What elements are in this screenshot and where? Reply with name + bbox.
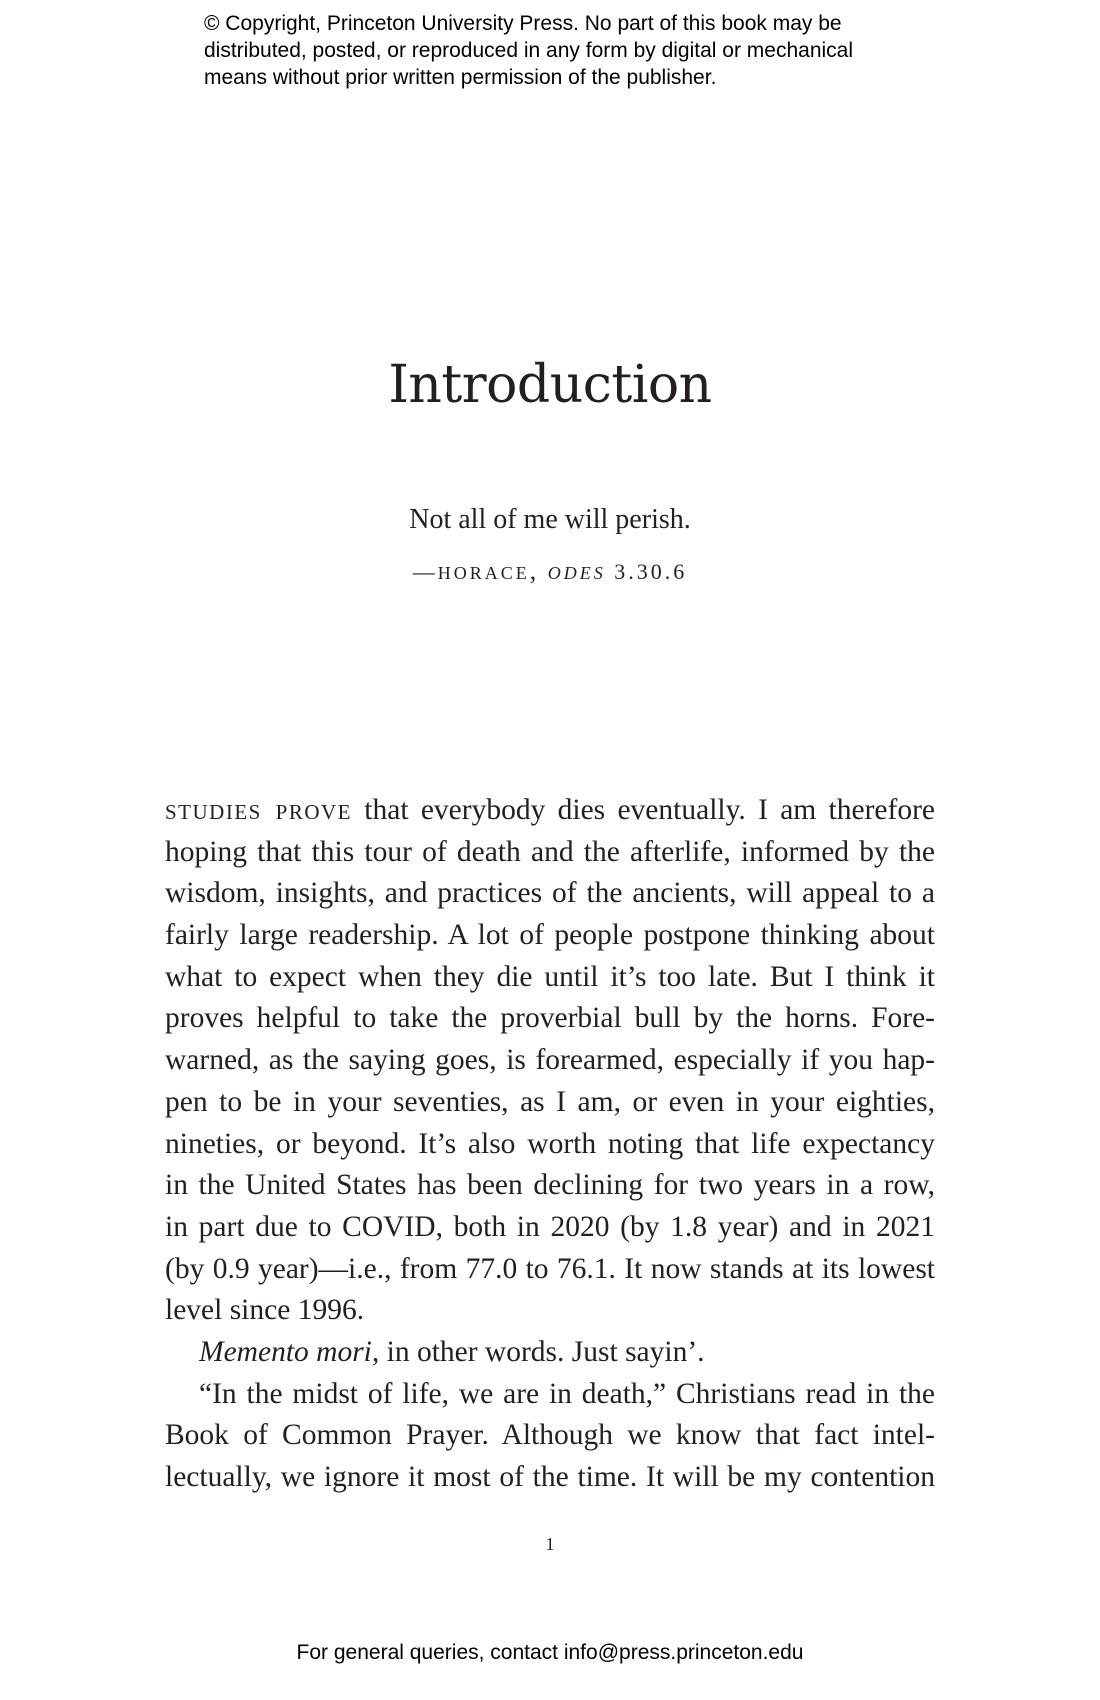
text-line: in the United States has been declining for two years in a row, xyxy=(165,1169,935,1202)
text-line: Book of Common Prayer. Although we know that fact intel- xyxy=(165,1419,935,1452)
text-line: level since 1996. xyxy=(165,1294,365,1327)
text-line: what to expect when they die until it’s too late. But I think it xyxy=(165,960,935,993)
text-line: pen to be in your seventies, as I am, or even in your eighties, xyxy=(165,1085,935,1118)
lead-in: studies prove xyxy=(165,794,352,826)
epigraph-quote: Not all of me will perish. xyxy=(409,504,691,535)
footer-contact: For general queries, contact info@press.princeton.edu xyxy=(296,1641,804,1664)
text-line-content: in other words. Just sayin’. xyxy=(379,1335,705,1368)
copyright-line-2: distributed, posted, or reproduced in any form by digital or mechanical xyxy=(204,39,854,62)
text-line: proves helpful to take the proverbial bull by the horns. Fore- xyxy=(165,1002,935,1035)
epigraph-dash: — xyxy=(412,559,438,584)
copyright-line-1: © Copyright, Princeton University Press. No part of this book may be xyxy=(204,12,842,35)
text-line xyxy=(165,790,935,832)
epigraph-work: odes xyxy=(547,556,606,585)
text-line: warned, as the saying goes, is forearmed, especially if you hap- xyxy=(165,1044,935,1077)
memento-mori: Memento mori, xyxy=(199,1335,380,1368)
epigraph-reference: 3.30.6 xyxy=(614,559,688,584)
text-line: “In the midst of life, we are in death,” Christians read in the xyxy=(199,1377,935,1410)
text-line-content: that everybody dies eventually. I am therefore xyxy=(364,794,936,826)
text-line: fairly large readership. A lot of people postpone thinking about xyxy=(165,919,935,952)
text-line: in part due to COVID, both in 2020 (by 1.8 year) and in 2021 xyxy=(165,1210,935,1243)
copyright-line-3: means without prior written permission of the publisher. xyxy=(204,66,717,89)
epigraph-author: horace, xyxy=(437,556,540,585)
chapter-title: Introduction xyxy=(388,355,712,415)
page-number: 1 xyxy=(545,1534,555,1554)
text-line: lectually, we ignore it most of the time. It will be my contention xyxy=(165,1461,935,1493)
text-line: hoping that this tour of death and the afterlife, informed by the xyxy=(165,835,935,868)
epigraph-source xyxy=(0,556,1100,586)
text-line xyxy=(165,1332,935,1374)
copyright-notice xyxy=(204,10,924,91)
text-line: (by 0.9 year)—i.e., from 77.0 to 76.1. It now stands at its lowest xyxy=(165,1252,935,1285)
body-text xyxy=(165,790,935,1499)
text-line: wisdom, insights, and practices of the ancients, will appeal to a xyxy=(165,877,935,910)
text-line: nineties, or beyond. It’s also worth noting that life expectancy xyxy=(165,1127,935,1160)
